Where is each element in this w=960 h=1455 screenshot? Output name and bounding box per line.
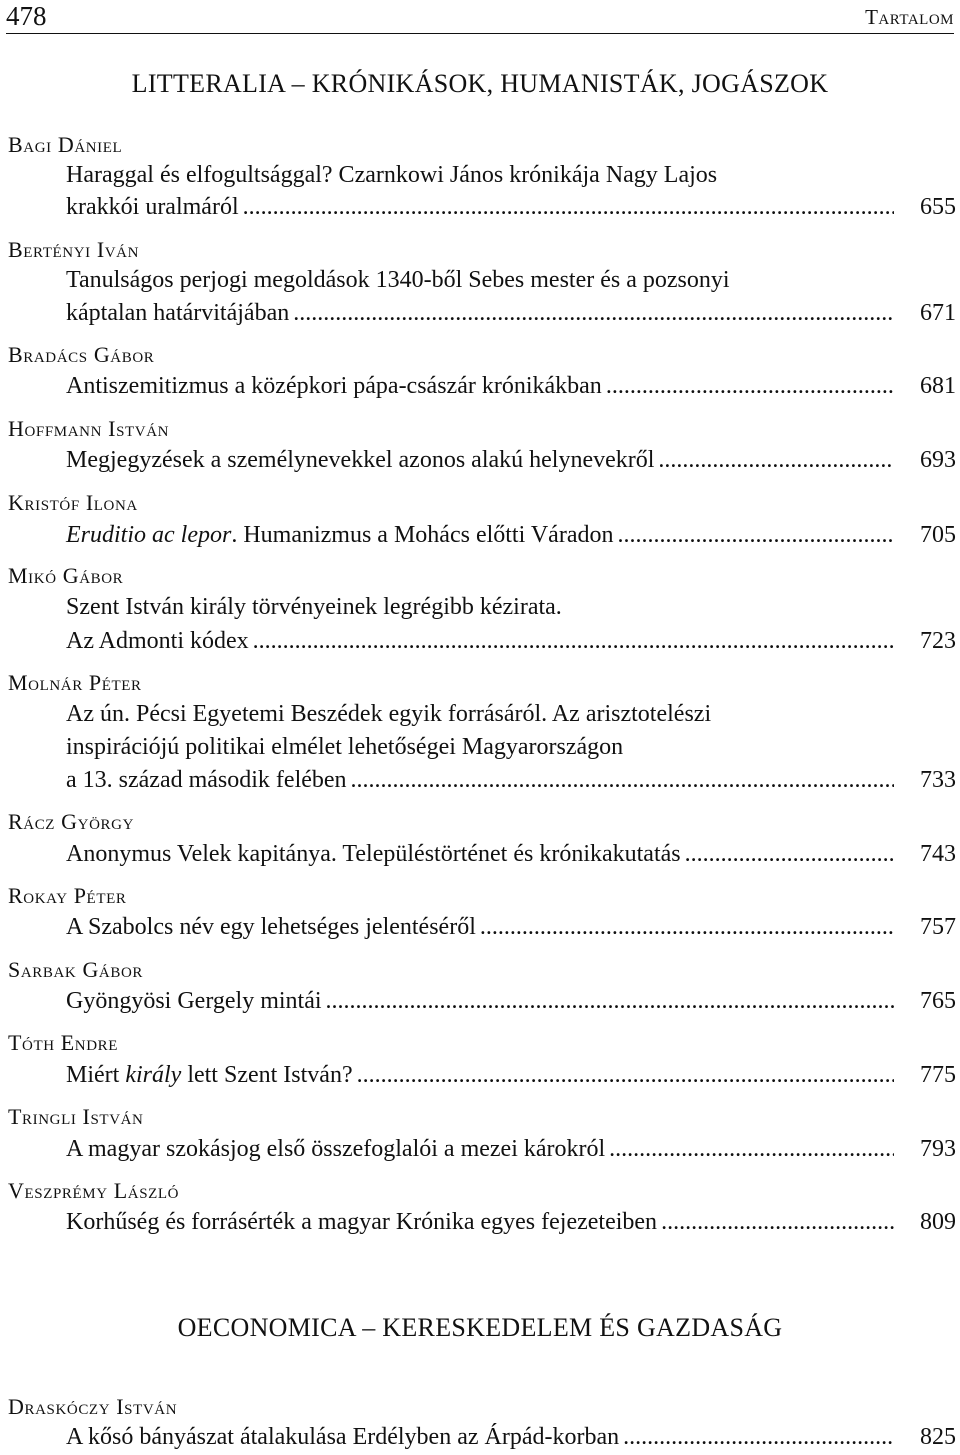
page-reference: 723 — [920, 628, 956, 654]
entry-title-line: káptalan határvitájában — [66, 300, 290, 326]
author-name: Tringli István — [8, 1104, 144, 1129]
author-name: Sarbak Gábor — [8, 957, 144, 982]
header-rule — [6, 33, 954, 34]
dot-leader — [661, 1206, 894, 1238]
page-reference: 743 — [920, 841, 956, 867]
dot-leader — [623, 1421, 894, 1453]
entry-title-line: A Szabolcs név egy lehetséges jelentéséről — [66, 914, 476, 940]
dot-leader — [293, 297, 894, 329]
dot-leader — [253, 625, 894, 657]
toc-entry-row[interactable] — [66, 444, 956, 476]
toc-entry-row[interactable] — [66, 764, 956, 796]
author-name: Tóth Endre — [8, 1030, 119, 1055]
entry-title-line: a 13. század második felében — [66, 767, 347, 793]
italic-word: király — [125, 1062, 182, 1088]
dot-leader — [685, 838, 894, 870]
page-header — [6, 0, 954, 32]
running-head: Tartalom — [865, 5, 954, 29]
author-name: Rácz György — [8, 809, 134, 834]
page-reference: 671 — [920, 300, 956, 326]
entry-title-line: A kősó bányászat átalakulása Erdélyben az Árpád-korban — [66, 1424, 620, 1450]
toc-entry-row[interactable] — [66, 519, 956, 551]
author-name: Bagi Dániel — [8, 132, 123, 157]
toc-entry-row[interactable] — [66, 1059, 956, 1091]
author-name: Hoffmann István — [8, 416, 170, 441]
entry-title-rest: . Humanizmus a Mohács előtti Váradon — [231, 522, 614, 548]
entry-title-line — [66, 519, 613, 551]
dot-leader — [326, 985, 894, 1017]
section-title: OECONOMICA – KERESKEDELEM ÉS GAZDASÁG — [177, 1313, 783, 1342]
page-number: 478 — [6, 1, 47, 31]
entry-title-line: Anonymus Velek kapitánya. Településtörténet és krónikakutatás — [66, 841, 681, 867]
entry-title-line: Haraggal és elfogultsággal? Czarnkowi János krónikája Nagy Lajos — [66, 162, 718, 188]
entry-title-rest: lett Szent István? — [181, 1062, 353, 1088]
toc-entry-row[interactable] — [66, 1421, 956, 1453]
page-reference: 705 — [920, 522, 956, 548]
toc-entry-row[interactable] — [66, 1133, 956, 1165]
toc-entry-row[interactable] — [66, 625, 956, 657]
toc-entry-row[interactable] — [66, 1206, 956, 1238]
page-reference: 733 — [920, 767, 956, 793]
toc-entry-row[interactable] — [66, 297, 956, 329]
dot-leader — [658, 444, 894, 476]
author-name: Veszprémy László — [8, 1178, 180, 1203]
page-reference: 757 — [920, 914, 956, 940]
author-name: Mikó Gábor — [8, 563, 124, 588]
dot-leader — [480, 911, 894, 943]
entry-title-line: Tanulságos perjogi megoldások 1340-ből Sebes mester és a pozsonyi — [66, 267, 730, 293]
entry-title-line: A magyar szokásjog első összefoglalói a mezei károkról — [66, 1136, 606, 1162]
author-name: Bertényi Iván — [8, 237, 140, 262]
entry-title-line: Gyöngyösi Gergely mintái — [66, 988, 322, 1014]
toc-entry-row[interactable] — [66, 911, 956, 943]
entry-title-line: inspirációjú politikai elmélet lehetőségei Magyarországon — [66, 734, 624, 760]
entry-title-line: krakkói uralmáról — [66, 194, 239, 220]
toc-entry-row[interactable] — [66, 838, 956, 870]
dot-leader — [351, 764, 894, 796]
entry-title-line: Megjegyzések a személynevekkel azonos alakú helynevekről — [66, 447, 655, 473]
toc-entry-row[interactable] — [66, 985, 956, 1017]
author-name: Molnár Péter — [8, 670, 142, 695]
author-name: Rokay Péter — [8, 883, 127, 908]
toc-entry-row[interactable] — [66, 191, 956, 223]
page-reference: 793 — [920, 1136, 956, 1162]
entry-title-line: Antiszemitizmus a középkori pápa-császár krónikákban — [66, 373, 602, 399]
entry-title-line: Az ún. Pécsi Egyetemi Beszédek egyik forrásáról. Az arisztotelészi — [66, 701, 712, 727]
author-name: Bradács Gábor — [8, 342, 155, 367]
dot-leader — [357, 1059, 894, 1091]
author-name: Kristóf Ilona — [8, 490, 138, 515]
page-reference: 825 — [920, 1424, 956, 1450]
entry-title-line: Korhűség és forrásérték a magyar Krónika egyes fejezeteiben — [66, 1209, 658, 1235]
entry-title-line: Szent István király törvényeinek legrégibb kézirata. — [66, 594, 562, 620]
page-reference: 693 — [920, 447, 956, 473]
dot-leader — [617, 519, 894, 551]
entry-title-line: Az Admonti kódex — [66, 628, 249, 654]
page-reference: 681 — [920, 373, 956, 399]
section-title: LITTERALIA – KRÓNIKÁSOK, HUMANISTÁK, JOGÁSZOK — [131, 69, 829, 98]
page-reference: 655 — [920, 194, 956, 220]
page-reference: 765 — [920, 988, 956, 1014]
entry-title-line — [66, 1059, 353, 1091]
dot-leader — [243, 191, 894, 223]
dot-leader — [606, 370, 894, 402]
toc-entry-row[interactable] — [66, 370, 956, 402]
italic-title: Eruditio ac lepor — [66, 522, 232, 548]
page-reference: 809 — [920, 1209, 956, 1235]
entry-title-pre: Miért — [66, 1062, 126, 1088]
dot-leader — [609, 1133, 894, 1165]
author-name: Draskóczy István — [8, 1394, 178, 1419]
page-reference: 775 — [920, 1062, 956, 1088]
